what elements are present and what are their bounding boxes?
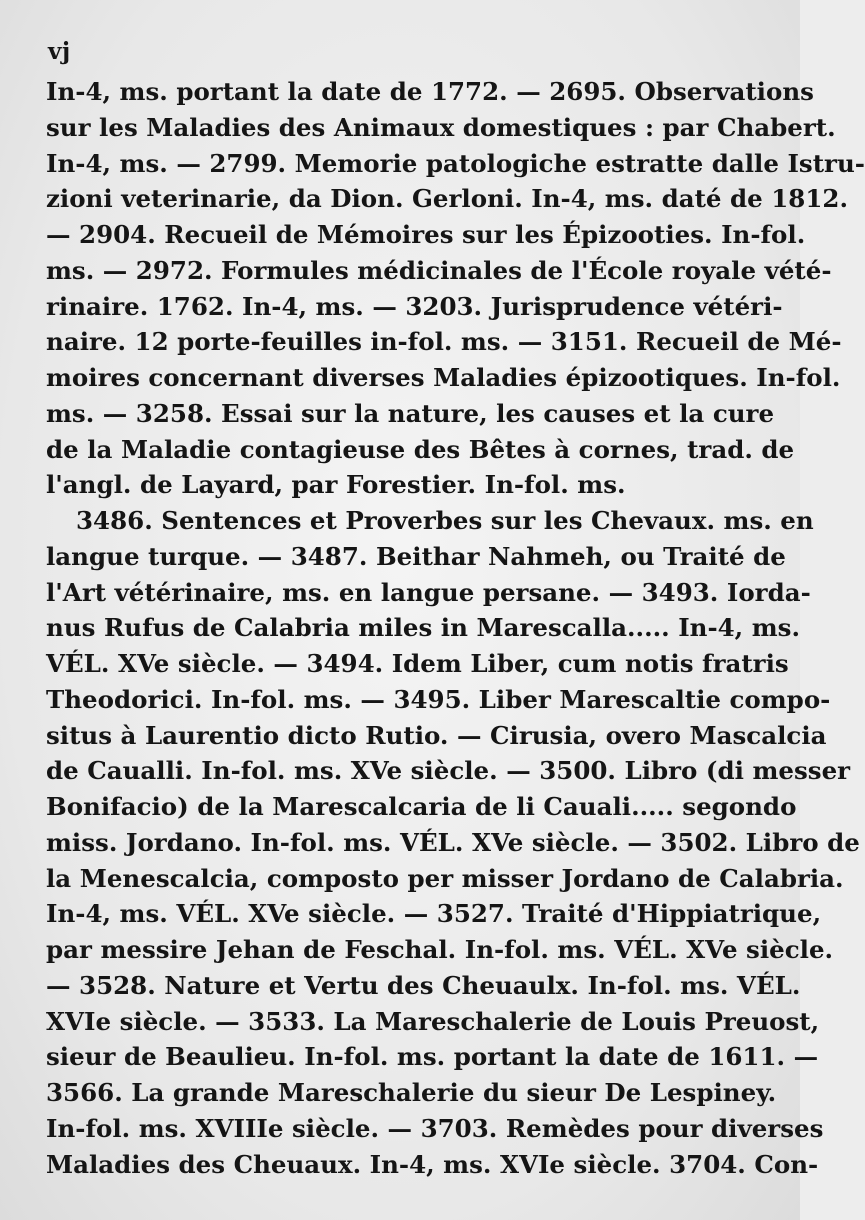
text-line: In-4, ms. portant la date de 1772. — 2695. Observations [46,77,814,106]
text-line: situs à Laurentio dicto Rutio. — Cirusia, overo Mascalcia [46,721,827,750]
text-line: zioni veterinarie, da Dion. Gerloni. In-4, ms. daté de 1812. [46,184,848,213]
text-line: langue turque. — 3487. Beithar Nahmeh, ou Traité de [46,542,786,571]
text-line: Bonifacio) de la Marescalcaria de li Cauali..... segondo [46,792,797,821]
page-folio: vj [48,38,71,65]
text-line: par messire Jehan de Feschal. In-fol. ms. VÉL. XVe siècle. [46,935,834,964]
text-line: de Caualli. In-fol. ms. XVe siècle. — 3500. Libro (di messer [46,756,851,785]
text-line: Maladies des Cheuaux. In-4, ms. XVIe siècle. 3704. Con- [46,1150,819,1179]
text-line: In-fol. ms. XVIIIe siècle. — 3703. Remèdes pour diverses [46,1114,824,1143]
text-line: — 3528. Nature et Vertu des Cheuaulx. In-fol. ms. VÉL. [46,971,801,1000]
text-line: 3486. Sentences et Proverbes sur les Chevaux. ms. en [76,506,814,535]
text-line: In-4, ms. VÉL. XVe siècle. — 3527. Traité d'Hippiatrique, [46,899,822,928]
text-line: 3566. La grande Mareschalerie du sieur De Lespiney. [46,1078,777,1107]
text-line: la Menescalcia, composto per misser Jordano de Calabria. [46,864,844,893]
text-line: l'Art vétérinaire, ms. en langue persane. — 3493. Iorda- [46,578,811,607]
text-line: ms. — 3258. Essai sur la nature, les causes et la cure [46,399,775,428]
text-line: de la Maladie contagieuse des Bêtes à cornes, trad. de [46,435,795,464]
text-line: VÉL. XVe siècle. — 3494. Idem Liber, cum notis fratris [46,649,789,678]
text-line: nus Rufus de Calabria miles in Marescalla..... In-4, ms. [46,613,800,642]
text-line: l'angl. de Layard, par Forestier. In-fol. ms. [46,470,626,499]
text-line: Theodorici. In-fol. ms. — 3495. Liber Marescaltie compo- [46,685,831,714]
text-line: In-4, ms. — 2799. Memorie patologiche estratte dalle Istru- [46,149,865,178]
text-line: moires concernant diverses Maladies épizootiques. In-fol. [46,363,841,392]
text-line: sieur de Beaulieu. In-fol. ms. portant la date de 1611. — [46,1042,819,1071]
text-line: — 2904. Recueil de Mémoires sur les Épizooties. In-fol. [46,220,806,249]
text-line: sur les Maladies des Animaux domestiques : par Chabert. [46,113,836,142]
text-line: rinaire. 1762. In-4, ms. — 3203. Jurisprudence vétéri- [46,292,783,321]
text-line: ms. — 2972. Formules médicinales de l'École royale vété- [46,256,832,285]
text-line: naire. 12 porte-feuilles in-fol. ms. — 3151. Recueil de Mé- [46,327,842,356]
text-line: miss. Jordano. In-fol. ms. VÉL. XVe siècle. — 3502. Libro de [46,828,860,857]
text-line: XVIe siècle. — 3533. La Mareschalerie de Louis Preuost, [46,1007,820,1036]
